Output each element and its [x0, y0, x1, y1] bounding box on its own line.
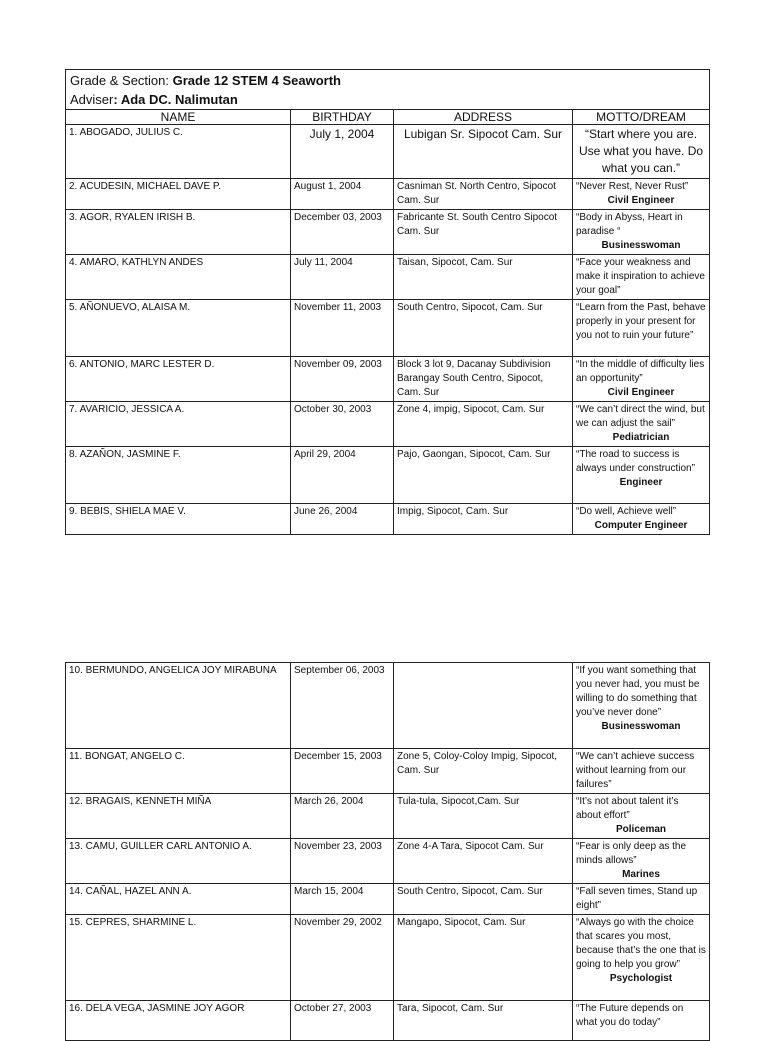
column-header-row — [66, 110, 710, 125]
student-motto: “Always go with the choice that scares you most, because that’s the one that is going to help you grow” — [576, 917, 706, 970]
table-row — [66, 749, 710, 794]
table-row — [66, 884, 710, 915]
student-dream: Businesswoman — [601, 721, 681, 732]
student-birthday: July 11, 2004 — [291, 255, 394, 300]
student-motto: “The Future depends on what you do today” — [573, 1001, 710, 1041]
student-motto-cell — [573, 663, 710, 749]
student-name: 12. BRAGAIS, KENNETH MIÑA — [66, 794, 291, 839]
grade-section-value: Grade 12 STEM 4 Seaworth — [172, 73, 341, 88]
student-dream: Civil Engineer — [607, 387, 675, 398]
student-motto: “The road to success is always under construction” — [576, 449, 695, 474]
adviser-value: : Ada DC. Nalimutan — [113, 92, 238, 107]
student-address: South Centro, Sipocot, Cam. Sur — [394, 884, 573, 915]
student-name: 9. BEBIS, SHIELA MAE V. — [66, 504, 291, 535]
student-address: Tula-tula, Sipocot,Cam. Sur — [394, 794, 573, 839]
student-motto: “Start where you are. Use what you have. Do what you can.” — [573, 125, 710, 179]
student-name: 8. AZAÑON, JASMINE F. — [66, 447, 291, 504]
student-address: Fabricante St. South Centro Sipocot Cam. Sur — [394, 210, 573, 255]
student-birthday: November 29, 2002 — [291, 915, 394, 1001]
class-info — [66, 70, 710, 110]
table-row — [66, 915, 710, 1001]
student-dream: Businesswoman — [601, 240, 681, 251]
student-name: 15. CEPRES, SHARMINE L. — [66, 915, 291, 1001]
student-address: South Centro, Sipocot, Cam. Sur — [394, 300, 573, 357]
student-birthday: November 11, 2003 — [291, 300, 394, 357]
student-address — [394, 663, 573, 749]
student-name: 14. CAÑAL, HAZEL ANN A. — [66, 884, 291, 915]
student-birthday: August 1, 2004 — [291, 179, 394, 210]
adviser-label: Adviser — [70, 92, 114, 107]
student-motto: “Do well, Achieve well” — [576, 506, 677, 517]
student-table-2 — [65, 662, 710, 1041]
student-dream: Policeman — [615, 824, 667, 835]
student-address: Impig, Sipocot, Cam. Sur — [394, 504, 573, 535]
table-row — [66, 839, 710, 884]
student-address: Taisan, Sipocot, Cam. Sur — [394, 255, 573, 300]
student-name: 11. BONGAT, ANGELO C. — [66, 749, 291, 794]
table-row — [66, 300, 710, 357]
column-header-address: ADDRESS — [394, 110, 573, 125]
student-dream: Psychologist — [609, 973, 673, 984]
student-name: 10. BERMUNDO, ANGELICA JOY MIRABUNA — [66, 663, 291, 749]
student-name: 4. AMARO, KATHLYN ANDES — [66, 255, 291, 300]
table-row — [66, 357, 710, 402]
student-motto-cell — [573, 402, 710, 447]
student-dream: Marines — [622, 869, 660, 880]
student-motto-cell — [573, 447, 710, 504]
student-birthday: November 09, 2003 — [291, 357, 394, 402]
table-row — [66, 255, 710, 300]
class-list-page-1 — [65, 69, 709, 535]
student-name: 16. DELA VEGA, JASMINE JOY AGOR — [66, 1001, 291, 1041]
student-motto-cell — [573, 210, 710, 255]
student-motto-cell — [573, 839, 710, 884]
student-address: Zone 4, impig, Sipocot, Cam. Sur — [394, 402, 573, 447]
student-address: Mangapo, Sipocot, Cam. Sur — [394, 915, 573, 1001]
class-list-page-2 — [65, 662, 709, 1041]
student-name: 1. ABOGADO, JULIUS C. — [66, 125, 291, 179]
student-name: 13. CAMU, GUILLER CARL ANTONIO A. — [66, 839, 291, 884]
student-name: 2. ACUDESIN, MICHAEL DAVE P. — [66, 179, 291, 210]
student-motto-cell — [573, 915, 710, 1001]
grade-section-label: Grade & Section: — [70, 73, 173, 88]
student-address: Pajo, Gaongan, Sipocot, Cam. Sur — [394, 447, 573, 504]
student-motto: “Never Rest, Never Rust” — [576, 181, 689, 192]
student-address: Lubigan Sr. Sipocot Cam. Sur — [394, 125, 573, 179]
student-motto: “Fall seven times, Stand up eight” — [573, 884, 710, 915]
student-birthday: April 29, 2004 — [291, 447, 394, 504]
student-motto: “We can’t achieve success without learning from our failures” — [573, 749, 710, 794]
student-motto: “Fear is only deep as the minds allows” — [576, 841, 687, 866]
student-motto: “We can’t direct the wind, but we can adjust the sail” — [576, 404, 705, 429]
student-motto-cell — [573, 357, 710, 402]
student-address: Block 3 lot 9, Dacanay Subdivision Barangay South Centro, Sipocot, Cam. Sur — [394, 357, 573, 402]
column-header-birthday: BIRTHDAY — [291, 110, 394, 125]
table-row — [66, 402, 710, 447]
student-motto: “In the middle of difficulty lies an opportunity” — [576, 359, 705, 384]
column-header-name: NAME — [66, 110, 291, 125]
table-row — [66, 179, 710, 210]
table-row — [66, 125, 710, 179]
student-birthday: September 06, 2003 — [291, 663, 394, 749]
student-address: Casniman St. North Centro, Sipocot Cam. Sur — [394, 179, 573, 210]
table-row — [66, 663, 710, 749]
student-birthday: October 27, 2003 — [291, 1001, 394, 1041]
student-birthday: March 26, 2004 — [291, 794, 394, 839]
table-row — [66, 504, 710, 535]
student-motto-cell — [573, 179, 710, 210]
student-motto: “Face your weakness and make it inspiration to achieve your goal” — [573, 255, 710, 300]
student-name: 5. AÑONUEVO, ALAISA M. — [66, 300, 291, 357]
student-name: 3. AGOR, RYALEN IRISH B. — [66, 210, 291, 255]
header-info-row — [66, 70, 710, 110]
student-birthday: June 26, 2004 — [291, 504, 394, 535]
student-birthday: July 1, 2004 — [291, 125, 394, 179]
student-name: 7. AVARICIO, JESSICA A. — [66, 402, 291, 447]
table-row — [66, 1001, 710, 1041]
student-motto: “It’s not about talent it’s about effort” — [576, 796, 679, 821]
column-header-motto: MOTTO/DREAM — [573, 110, 710, 125]
student-birthday: December 03, 2003 — [291, 210, 394, 255]
student-name: 6. ANTONIO, MARC LESTER D. — [66, 357, 291, 402]
student-motto: “If you want something that you never had, you must be willing to do something that you’ve never done” — [576, 665, 700, 718]
student-address: Zone 4-A Tara, Sipocot Cam. Sur — [394, 839, 573, 884]
table-row — [66, 210, 710, 255]
student-motto-cell — [573, 794, 710, 839]
student-motto-cell — [573, 504, 710, 535]
student-dream: Pediatrician — [612, 432, 670, 443]
student-motto: “Body in Abyss, Heart in paradise “ — [576, 212, 683, 237]
student-table-1 — [65, 69, 710, 535]
student-address: Tara, Sipocot, Cam. Sur — [394, 1001, 573, 1041]
student-motto: “Learn from the Past, behave properly in your present for you not to ruin your future” — [573, 300, 710, 357]
student-dream: Computer Engineer — [594, 520, 688, 531]
table-row — [66, 447, 710, 504]
student-birthday: November 23, 2003 — [291, 839, 394, 884]
student-birthday: March 15, 2004 — [291, 884, 394, 915]
student-address: Zone 5, Coloy-Coloy Impig, Sipocot, Cam. Sur — [394, 749, 573, 794]
student-dream: Civil Engineer — [607, 195, 675, 206]
student-dream: Engineer — [619, 477, 663, 488]
table-row — [66, 794, 710, 839]
student-birthday: December 15, 2003 — [291, 749, 394, 794]
student-birthday: October 30, 2003 — [291, 402, 394, 447]
